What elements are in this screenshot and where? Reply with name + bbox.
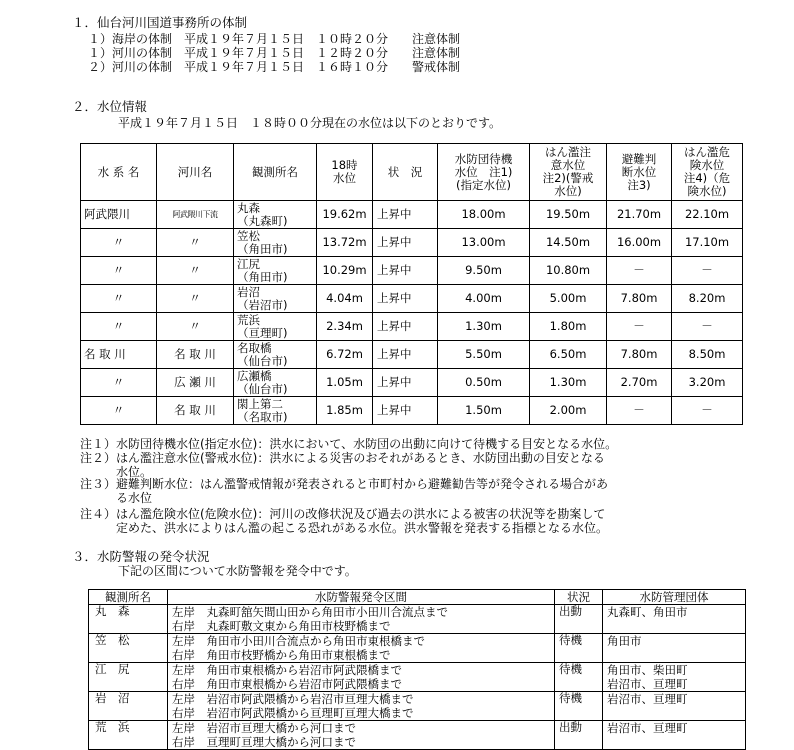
table-row xyxy=(89,634,746,663)
header-cell: 河川名 xyxy=(157,144,234,201)
section3-subtitle: 下記の区間について水防警報を発令中です。 xyxy=(118,564,357,578)
table-row xyxy=(89,692,746,721)
table-row xyxy=(81,369,743,397)
table-cell: 名取橋 （仙台市) xyxy=(234,341,317,369)
table-header-row xyxy=(89,590,746,605)
org-line: 丸森町、角田市 xyxy=(607,605,688,619)
table-row xyxy=(89,663,746,692)
table-cell: 1.30m xyxy=(530,369,607,397)
header-cell: 観測所名 xyxy=(89,590,168,605)
table-cell: 13.00m xyxy=(438,229,530,257)
table-cell: 1.30m xyxy=(438,313,530,341)
table-cell: 6.50m xyxy=(530,341,607,369)
s1-line-2: １）河川の体制 平成１９年７月１５日 １２時２０分 注意体制 xyxy=(88,46,461,60)
table-row xyxy=(81,257,743,285)
table-cell: 21.70m xyxy=(607,201,672,229)
header-cell: 水防管理団体 xyxy=(603,590,746,605)
warning-section xyxy=(168,634,555,663)
table-row xyxy=(89,721,746,750)
table-cell: 荒浜 （亘理町) xyxy=(234,313,317,341)
table-cell: 〃 xyxy=(81,229,157,257)
management-org xyxy=(603,663,746,692)
table-cell: 13.72m xyxy=(317,229,373,257)
section3-title: ３．水防警報の発令状況 xyxy=(72,549,210,564)
table-cell: 上昇中 xyxy=(373,341,438,369)
status-cell: 出動 xyxy=(555,721,603,750)
table-cell: － xyxy=(607,257,672,285)
table-cell: 阿武隈川 xyxy=(81,201,157,229)
table-cell: 〃 xyxy=(81,285,157,313)
status-cell: 出動 xyxy=(555,605,603,634)
section2-subtitle: 平成１９年７月１５日 １８時００分現在の水位は以下のとおりです。 xyxy=(118,116,502,130)
header-cell: 状況 xyxy=(555,590,603,605)
table-cell: 〃 xyxy=(157,285,234,313)
table-cell: 10.29m xyxy=(317,257,373,285)
warning-section xyxy=(168,663,555,692)
warning-section xyxy=(168,692,555,721)
table-cell: 名 取 川 xyxy=(81,341,157,369)
table-cell: 2.00m xyxy=(530,397,607,425)
station-name: 笠 松 xyxy=(89,634,168,663)
table-cell: 閖上第二 （名取市) xyxy=(234,397,317,425)
left-bank: 左岸 岩沼市亘理大橋から河口まで xyxy=(172,721,356,735)
header-cell: 18時 水位 xyxy=(317,144,373,201)
table-cell: 2.34m xyxy=(317,313,373,341)
right-bank: 右岸 角田市枝野橋から角田市東根橋まで xyxy=(172,648,391,662)
table-cell: 上昇中 xyxy=(373,229,438,257)
table-cell: 上昇中 xyxy=(373,397,438,425)
table-cell: 18.00m xyxy=(438,201,530,229)
section2-title: ２．水位情報 xyxy=(72,99,148,114)
header-cell: 避難判 断水位 注3) xyxy=(607,144,672,201)
table-row xyxy=(89,605,746,634)
flood-warning-table xyxy=(88,589,746,750)
management-org xyxy=(603,634,746,663)
station-name: 岩 沼 xyxy=(89,692,168,721)
status-cell: 待機 xyxy=(555,663,603,692)
table-cell: 5.50m xyxy=(438,341,530,369)
table-cell: 名 取 川 xyxy=(157,397,234,425)
note-1: 注１）水防団待機水位(指定水位)：洪水において、水防団の出動に向けて待機する目安となる水位。 xyxy=(80,437,618,451)
table-cell: 1.50m xyxy=(438,397,530,425)
management-org xyxy=(603,605,746,634)
header-cell: 観測所名 xyxy=(234,144,317,201)
table-cell: 岩沼 （岩沼市) xyxy=(234,285,317,313)
table-cell: 6.72m xyxy=(317,341,373,369)
table-cell: 〃 xyxy=(157,229,234,257)
table-cell: 丸森 （丸森町) xyxy=(234,201,317,229)
table-cell: 16.00m xyxy=(607,229,672,257)
table-cell: － xyxy=(607,397,672,425)
table-cell: 19.62m xyxy=(317,201,373,229)
table-cell: 広 瀬 川 xyxy=(157,369,234,397)
station-name: 丸 森 xyxy=(89,605,168,634)
org-line: 角田市 xyxy=(607,634,642,648)
table-cell: 4.04m xyxy=(317,285,373,313)
header-cell: 水防団待機 水位 注1) (指定水位) xyxy=(438,144,530,201)
table-cell: 8.20m xyxy=(672,285,743,313)
table-cell: 7.80m xyxy=(607,341,672,369)
management-org xyxy=(603,692,746,721)
left-bank: 左岸 岩沼市阿武隈橋から岩沼市亘理大橋まで xyxy=(172,692,414,706)
table-row xyxy=(81,313,743,341)
left-bank: 左岸 丸森町舘矢間山田から角田市小田川合流点まで xyxy=(172,605,448,619)
table-cell: 〃 xyxy=(81,257,157,285)
table-cell: 上昇中 xyxy=(373,313,438,341)
org-line: 角田市、柴田町 xyxy=(607,663,688,677)
table-cell: 19.50m xyxy=(530,201,607,229)
org-line: 岩沼市、亘理町 xyxy=(607,692,688,706)
table-cell: 〃 xyxy=(81,313,157,341)
header-cell: 水防警報発令区間 xyxy=(168,590,555,605)
table-cell: 1.05m xyxy=(317,369,373,397)
warning-section xyxy=(168,605,555,634)
note-2: 注２）はん濫注意水位(警戒水位)：洪水による災害のおそれがあるとき、水防団出動の目安となる 水位。 xyxy=(80,451,605,479)
table-cell: 22.10m xyxy=(672,201,743,229)
table-cell: 1.85m xyxy=(317,397,373,425)
right-bank: 右岸 亘理町亘理大橋から河口まで xyxy=(172,735,356,749)
table-cell: 17.10m xyxy=(672,229,743,257)
header-cell: はん濫注 意水位 注2)(警戒 水位) xyxy=(530,144,607,201)
water-level-table xyxy=(80,143,743,425)
station-name: 江 尻 xyxy=(89,663,168,692)
table-cell: 上昇中 xyxy=(373,201,438,229)
left-bank: 左岸 角田市小田川合流点から角田市東根橋まで xyxy=(172,634,425,648)
right-bank: 右岸 丸森町敷文東から角田市枝野橋まで xyxy=(172,619,391,633)
table-row xyxy=(81,397,743,425)
table-cell: 阿武隈川下流 xyxy=(157,201,234,229)
table-cell: 10.80m xyxy=(530,257,607,285)
table-cell: 上昇中 xyxy=(373,257,438,285)
table-cell: 〃 xyxy=(81,369,157,397)
table-cell: － xyxy=(672,313,743,341)
note-3: 注３）避難判断水位：はん濫警戒情報が発表されると市町村から避難勧告等が発令される場合があ る水位 xyxy=(80,477,609,505)
table-row xyxy=(81,341,743,369)
right-bank: 右岸 角田市東根橋から岩沼市阿武隈橋まで xyxy=(172,677,402,691)
s1-line-1: １）海岸の体制 平成１９年７月１５日 １０時２０分 注意体制 xyxy=(88,32,461,46)
note-4: 注４）はん濫危険水位(危険水位)：河川の改修状況及び過去の洪水による被害の状況等を勘案して 定めた、洪水によりはん濫の起こる恐れがある水位。洪水警報を発表する指標となる水位。 xyxy=(80,507,609,535)
table-cell: 3.20m xyxy=(672,369,743,397)
header-cell: はん濫危 険水位 注4)（危 険水位) xyxy=(672,144,743,201)
table-cell: 14.50m xyxy=(530,229,607,257)
section1-title: １．仙台河川国道事務所の体制 xyxy=(72,15,248,30)
table-cell: 〃 xyxy=(157,257,234,285)
table-cell: 上昇中 xyxy=(373,285,438,313)
org-line: 岩沼市、亘理町 xyxy=(607,677,688,691)
left-bank: 左岸 角田市東根橋から岩沼市阿武隈橋まで xyxy=(172,663,402,677)
table-cell: 1.80m xyxy=(530,313,607,341)
status-cell: 待機 xyxy=(555,634,603,663)
table-row xyxy=(81,285,743,313)
table-cell: 7.80m xyxy=(607,285,672,313)
table-cell: 上昇中 xyxy=(373,369,438,397)
s1-line-3: ２）河川の体制 平成１９年７月１５日 １６時１０分 警戒体制 xyxy=(88,60,461,74)
table-cell: 0.50m xyxy=(438,369,530,397)
table-cell: 〃 xyxy=(157,313,234,341)
table-cell: 広瀬橋 （仙台市) xyxy=(234,369,317,397)
warning-section xyxy=(168,721,555,750)
table-cell: － xyxy=(607,313,672,341)
table-cell: 9.50m xyxy=(438,257,530,285)
table-row xyxy=(81,201,743,229)
table-cell: － xyxy=(672,257,743,285)
table-cell: － xyxy=(672,397,743,425)
table-cell: 笠松 （角田市) xyxy=(234,229,317,257)
table-cell: 4.00m xyxy=(438,285,530,313)
table-cell: 5.00m xyxy=(530,285,607,313)
station-name: 荒 浜 xyxy=(89,721,168,750)
org-line: 岩沼市、亘理町 xyxy=(607,721,688,735)
header-cell: 状 況 xyxy=(373,144,438,201)
table-cell: 〃 xyxy=(81,397,157,425)
table-cell: 名 取 川 xyxy=(157,341,234,369)
management-org xyxy=(603,721,746,750)
table-cell: 江尻 （角田市) xyxy=(234,257,317,285)
header-cell: 水 系 名 xyxy=(81,144,157,201)
table-cell: 2.70m xyxy=(607,369,672,397)
table-row xyxy=(81,229,743,257)
table-cell: 8.50m xyxy=(672,341,743,369)
table-header-row xyxy=(81,144,743,201)
right-bank: 右岸 岩沼市阿武隈橋から亘理町亘理大橋まで xyxy=(172,706,414,720)
status-cell: 待機 xyxy=(555,692,603,721)
